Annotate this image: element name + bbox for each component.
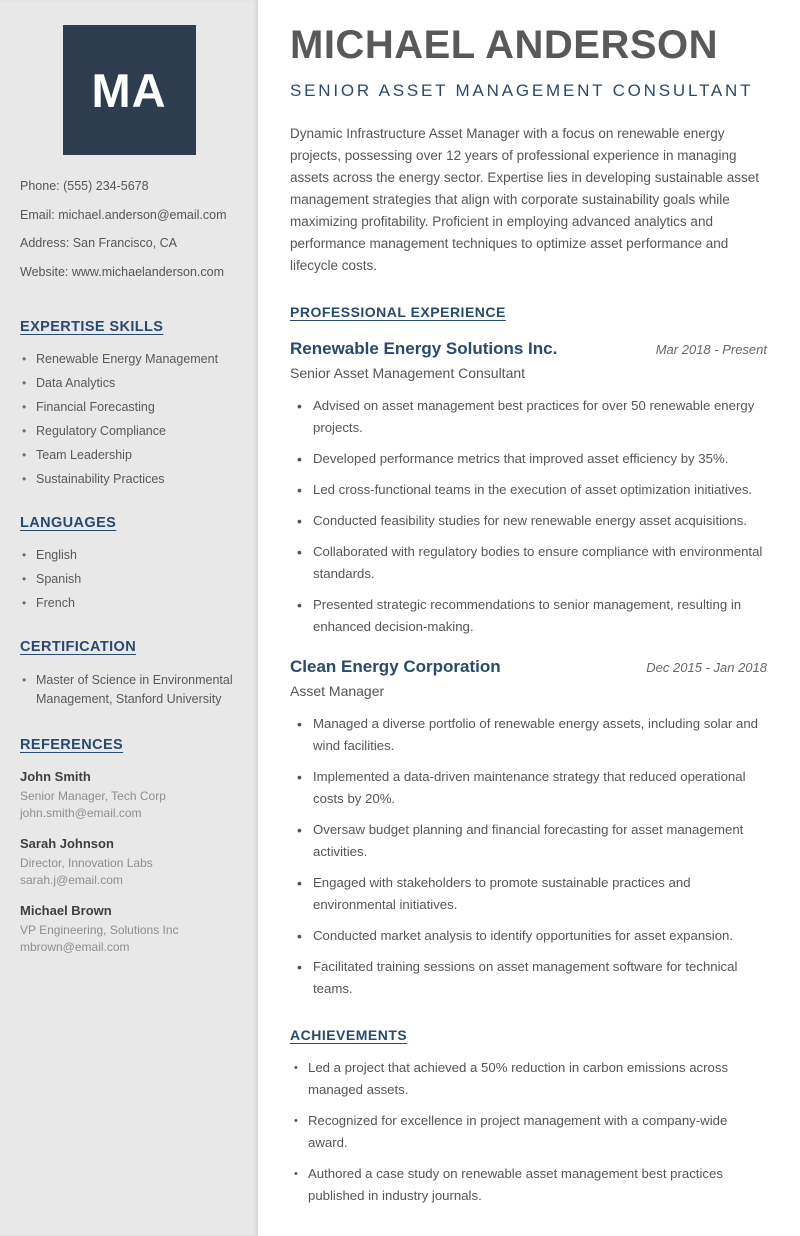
reference-entry [20, 836, 238, 889]
contact-email: Email: michael.anderson@email.com [20, 207, 227, 222]
company-name: Clean Energy Corporation [290, 657, 501, 676]
job-bullet: • Oversaw budget planning and financial forecasting for asset management activities. [290, 819, 767, 863]
achievement-bullet: • Led a project that achieved a 50% reduction in carbon emissions across managed assets. [290, 1057, 767, 1101]
contact-website: Website: www.michaelanderson.com [20, 264, 225, 279]
job-dates: Dec 2015 - Jan 2018 [646, 660, 767, 675]
job-header [290, 339, 767, 359]
job-bullet: • Conducted feasibility studies for new renewable energy asset acquisitions. [290, 510, 767, 532]
achievement-bullet: • Authored a case study on renewable asset management best practices published in industry journals. [290, 1163, 767, 1207]
job-entry [290, 657, 767, 1000]
reference-role: Senior Manager, Tech Corp [20, 788, 166, 803]
job-bullet-list [290, 713, 767, 1000]
expertise-skills-list [20, 351, 238, 487]
sidebar [0, 0, 258, 1236]
company-name: Renewable Energy Solutions Inc. [290, 339, 558, 358]
certification-list [20, 671, 238, 709]
reference-entry [20, 903, 238, 956]
expertise-skills-heading: EXPERTISE SKILLS [20, 318, 164, 335]
achievement-bullet: • Recognized for excellence in project management with a company-wide award. [290, 1110, 767, 1154]
job-dates: Mar 2018 - Present [655, 342, 767, 357]
reference-name: Sarah Johnson [20, 835, 114, 851]
skill-item: • Team Leadership [20, 447, 238, 463]
experience-heading: PROFESSIONAL EXPERIENCE [290, 304, 506, 320]
job-bullet: • Facilitated training sessions on asset management software for technical teams. [290, 956, 767, 1000]
avatar [63, 25, 196, 155]
skill-item: • Financial Forecasting [20, 399, 238, 415]
skill-item: • Regulatory Compliance [20, 423, 238, 439]
reference-role: Director, Innovation Labs [20, 855, 153, 870]
job-bullet: • Developed performance metrics that improved asset efficiency by 35%. [290, 448, 767, 470]
reference-email: sarah.j@email.com [20, 872, 123, 887]
achievements-heading: ACHIEVEMENTS [290, 1027, 408, 1043]
reference-entry [20, 769, 238, 822]
job-bullet: • Presented strategic recommendations to senior management, resulting in enhanced decision-making. [290, 594, 767, 638]
professional-summary: Dynamic Infrastructure Asset Manager with a focus on renewable energy projects, possessing over 12 years of professional experience in managing assets across the energy sector. Expertise lies in developing sustainable asset management strategies that align with corporate sustainability goals while maximizing profitability. Proficient in employing advanced analytics and performance management techniques to optimize asset performance and lifecycle costs. [290, 126, 760, 273]
certification-heading: CERTIFICATION [20, 638, 137, 655]
languages-heading: LANGUAGES [20, 514, 117, 531]
languages-list [20, 547, 238, 611]
skill-item: • Renewable Energy Management [20, 351, 238, 367]
main-content [258, 0, 800, 1236]
reference-name: Michael Brown [20, 902, 112, 918]
skill-item: • Sustainability Practices [20, 471, 238, 487]
achievements-list [290, 1057, 767, 1207]
candidate-name: MICHAEL ANDERSON [290, 23, 719, 67]
reference-email: john.smith@email.com [20, 805, 142, 820]
contact-info [20, 179, 238, 281]
language-item: • Spanish [20, 571, 238, 587]
job-bullet: • Implemented a data-driven maintenance strategy that reduced operational costs by 20%. [290, 766, 767, 810]
job-header [290, 657, 767, 677]
reference-name: John Smith [20, 768, 91, 784]
candidate-title: SENIOR ASSET MANAGEMENT CONSULTANT [290, 81, 754, 100]
language-item: • French [20, 595, 238, 611]
references-list [20, 769, 238, 956]
job-role: Asset Manager [290, 683, 385, 699]
reference-email: mbrown@email.com [20, 939, 130, 954]
avatar-initials: MA [91, 63, 167, 117]
job-bullet-list [290, 395, 767, 638]
job-bullet: • Managed a diverse portfolio of renewable energy assets, including solar and wind facilities. [290, 713, 767, 757]
job-entry [290, 339, 767, 638]
job-bullet: • Advised on asset management best practices for over 50 renewable energy projects. [290, 395, 767, 439]
language-item: • English [20, 547, 238, 563]
skill-item: • Data Analytics [20, 375, 238, 391]
contact-phone: Phone: (555) 234-5678 [20, 179, 149, 193]
certification-item: • Master of Science in Environmental Management, Stanford University [20, 671, 238, 709]
references-heading: REFERENCES [20, 736, 124, 753]
reference-role: VP Engineering, Solutions Inc [20, 922, 179, 937]
job-bullet: • Led cross-functional teams in the execution of asset optimization initiatives. [290, 479, 767, 501]
job-bullet: • Conducted market analysis to identify opportunities for asset expansion. [290, 925, 767, 947]
job-bullet: • Collaborated with regulatory bodies to ensure compliance with environmental standards. [290, 541, 767, 585]
job-role: Senior Asset Management Consultant [290, 365, 526, 381]
job-bullet: • Engaged with stakeholders to promote sustainable practices and environmental initiatives. [290, 872, 767, 916]
contact-address: Address: San Francisco, CA [20, 236, 178, 251]
